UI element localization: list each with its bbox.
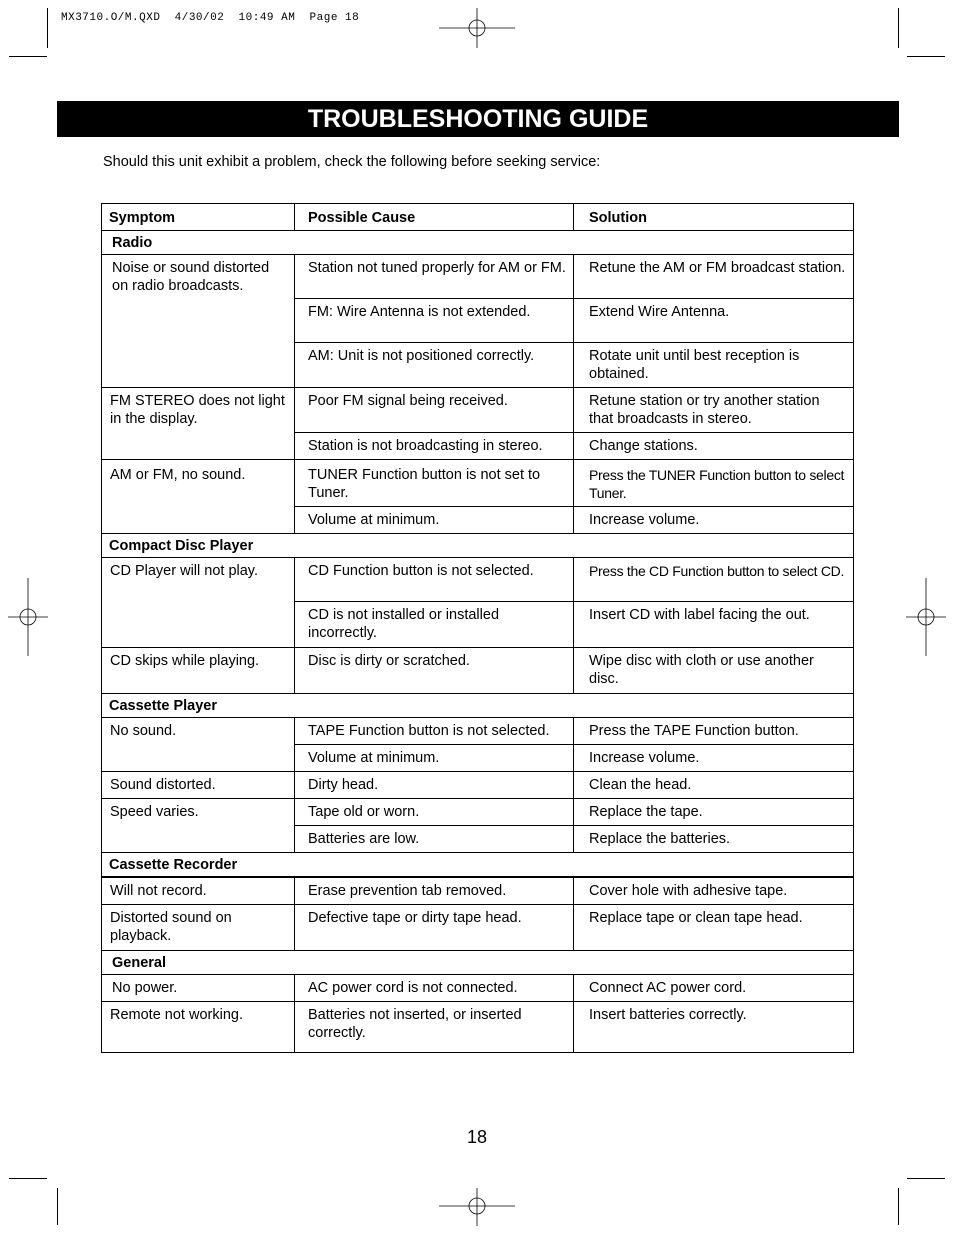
cause-cell: Defective tape or dirty tape head. xyxy=(295,905,574,951)
registration-mark-icon xyxy=(8,578,48,656)
cause-cell: Volume at minimum. xyxy=(295,507,574,534)
column-header-symptom: Symptom xyxy=(102,204,295,231)
solution-cell: Replace tape or clean tape head. xyxy=(574,905,854,951)
crop-mark xyxy=(907,1178,945,1179)
cause-cell: Disc is dirty or scratched. xyxy=(295,648,574,694)
symptom-cell: Speed varies. xyxy=(102,799,295,853)
solution-cell: Retune station or try another station that broadcasts in stereo. xyxy=(574,388,854,433)
symptom-cell: CD skips while playing. xyxy=(102,648,295,694)
troubleshooting-table xyxy=(101,203,854,1053)
symptom-cell: Remote not working. xyxy=(102,1002,295,1053)
section-title: General xyxy=(102,951,854,975)
section-row xyxy=(102,694,854,718)
solution-cell: Clean the head. xyxy=(574,772,854,799)
solution-cell: Extend Wire Antenna. xyxy=(574,299,854,343)
column-header-cause: Possible Cause xyxy=(295,204,574,231)
column-header-solution: Solution xyxy=(574,204,854,231)
table-row xyxy=(102,799,854,826)
solution-cell: Cover hole with adhesive tape. xyxy=(574,877,854,905)
table-row xyxy=(102,648,854,694)
symptom-cell: FM STEREO does not light in the display. xyxy=(102,388,295,460)
page-title: TROUBLESHOOTING GUIDE xyxy=(57,101,899,137)
solution-cell: Connect AC power cord. xyxy=(574,975,854,1002)
cause-cell: Tape old or worn. xyxy=(295,799,574,826)
registration-mark-icon xyxy=(439,1188,515,1226)
crop-mark xyxy=(907,56,945,57)
solution-cell: Increase volume. xyxy=(574,745,854,772)
solution-cell: Press the TAPE Function button. xyxy=(574,718,854,745)
crop-mark xyxy=(9,1178,47,1179)
crop-mark xyxy=(57,1188,58,1225)
symptom-cell: CD Player will not play. xyxy=(102,558,295,648)
symptom-cell: Sound distorted. xyxy=(102,772,295,799)
cause-cell: Volume at minimum. xyxy=(295,745,574,772)
cause-cell: AM: Unit is not positioned correctly. xyxy=(295,343,574,388)
cause-cell: TAPE Function button is not selected. xyxy=(295,718,574,745)
page-number: 18 xyxy=(466,1127,488,1147)
registration-mark-icon xyxy=(439,8,515,48)
section-title: Cassette Recorder xyxy=(102,853,854,878)
symptom-cell: No power. xyxy=(102,975,295,1002)
registration-mark-icon xyxy=(906,578,946,656)
table-row xyxy=(102,772,854,799)
cause-cell: CD is not installed or installed incorrectly. xyxy=(295,602,574,648)
table-row xyxy=(102,877,854,905)
crop-mark xyxy=(9,56,47,57)
table-row xyxy=(102,718,854,745)
file-slug: MX3710.O/M.QXD 4/30/02 10:49 AM Page 18 xyxy=(61,12,360,24)
cause-cell: Station not tuned properly for AM or FM. xyxy=(295,255,574,299)
symptom-cell: Distorted sound on playback. xyxy=(102,905,295,951)
cause-cell: Batteries are low. xyxy=(295,826,574,853)
solution-cell: Rotate unit until best reception is obtained. xyxy=(574,343,854,388)
table-row xyxy=(102,255,854,299)
solution-cell: Wipe disc with cloth or use another disc. xyxy=(574,648,854,694)
table-row xyxy=(102,558,854,602)
solution-cell: Replace the tape. xyxy=(574,799,854,826)
solution-cell: Replace the batteries. xyxy=(574,826,854,853)
cause-cell: Poor FM signal being received. xyxy=(295,388,574,433)
table-row xyxy=(102,1002,854,1053)
section-title: Compact Disc Player xyxy=(102,534,854,558)
symptom-cell: No sound. xyxy=(102,718,295,772)
table-row xyxy=(102,388,854,433)
solution-cell: Retune the AM or FM broadcast station. xyxy=(574,255,854,299)
cause-cell: AC power cord is not connected. xyxy=(295,975,574,1002)
section-row xyxy=(102,951,854,975)
cause-cell: FM: Wire Antenna is not extended. xyxy=(295,299,574,343)
table-header-row xyxy=(102,204,854,231)
solution-cell: Press the TUNER Function button to select Tuner. xyxy=(574,460,854,507)
crop-mark xyxy=(47,8,48,48)
solution-cell: Change stations. xyxy=(574,433,854,460)
solution-cell: Insert batteries correctly. xyxy=(574,1002,854,1053)
table-row xyxy=(102,460,854,507)
table-row xyxy=(102,905,854,951)
solution-cell: Press the CD Function button to select CD. xyxy=(574,558,854,602)
cause-cell: Station is not broadcasting in stereo. xyxy=(295,433,574,460)
symptom-cell: AM or FM, no sound. xyxy=(102,460,295,534)
intro-text: Should this unit exhibit a problem, check the following before seeking service: xyxy=(103,154,601,170)
solution-cell: Increase volume. xyxy=(574,507,854,534)
cause-cell: Dirty head. xyxy=(295,772,574,799)
crop-mark xyxy=(898,8,899,48)
cause-cell: Batteries not inserted, or inserted correctly. xyxy=(295,1002,574,1053)
cause-cell: Erase prevention tab removed. xyxy=(295,877,574,905)
section-row xyxy=(102,534,854,558)
section-row xyxy=(102,853,854,878)
section-row xyxy=(102,231,854,255)
cause-cell: TUNER Function button is not set to Tuner. xyxy=(295,460,574,507)
symptom-cell: Will not record. xyxy=(102,877,295,905)
cause-cell: CD Function button is not selected. xyxy=(295,558,574,602)
solution-cell: Insert CD with label facing the out. xyxy=(574,602,854,648)
section-title: Cassette Player xyxy=(102,694,854,718)
table-row xyxy=(102,975,854,1002)
symptom-cell: Noise or sound distorted on radio broadcasts. xyxy=(102,255,295,388)
section-title: Radio xyxy=(102,231,854,255)
crop-mark xyxy=(898,1188,899,1225)
